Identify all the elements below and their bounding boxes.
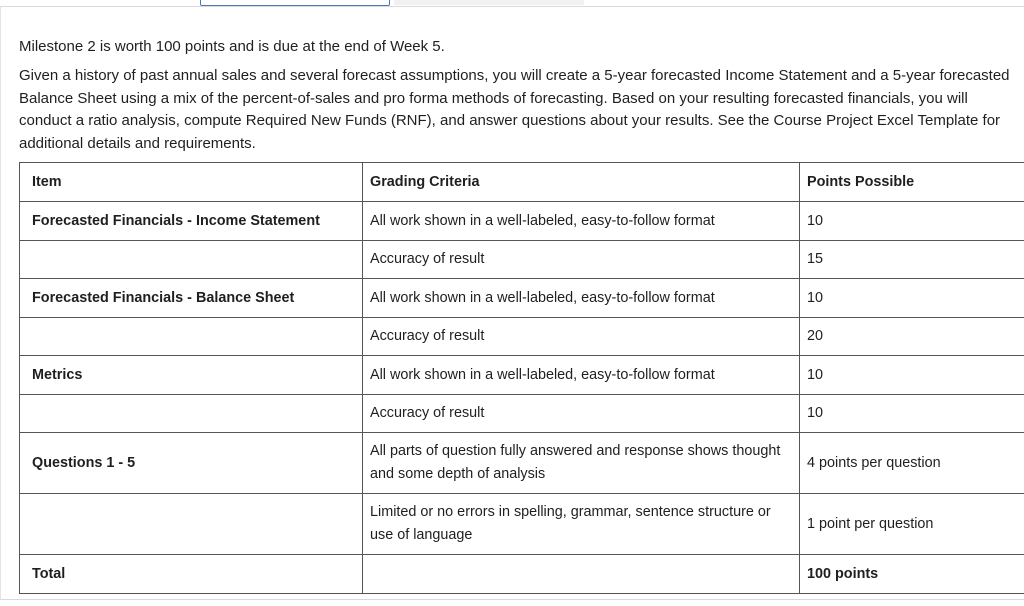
row-criteria: All work shown in a well-labeled, easy-to-follow format — [363, 202, 800, 241]
row-points: 10 — [800, 279, 1024, 318]
row-points: 10 — [800, 202, 1024, 241]
row-points: 10 — [800, 356, 1024, 395]
table-row — [20, 356, 1024, 395]
row-item-total: Total — [20, 555, 363, 594]
milestone-intro: Milestone 2 is worth 100 points and is due at the end of Week 5. — [19, 38, 445, 55]
row-criteria: Accuracy of result — [363, 240, 800, 279]
row-points: 10 — [800, 394, 1024, 433]
row-criteria: Accuracy of result — [363, 317, 800, 356]
row-points-total: 100 points — [800, 555, 1024, 594]
table-row — [20, 317, 1024, 356]
table-row — [20, 240, 1024, 279]
row-criteria: Limited or no errors in spelling, grammar, sentence structure or use of language — [363, 494, 800, 555]
row-criteria: All work shown in a well-labeled, easy-to-follow format — [363, 279, 800, 318]
row-criteria: All parts of question fully answered and response shows thought and some depth of analysis — [363, 433, 800, 494]
row-points: 15 — [800, 240, 1024, 279]
row-item — [20, 394, 363, 433]
table-row — [20, 394, 1024, 433]
header-points-possible: Points Possible — [800, 163, 1024, 202]
row-criteria: Accuracy of result — [363, 394, 800, 433]
table-row — [20, 433, 1024, 494]
row-criteria — [363, 555, 800, 594]
row-item: Forecasted Financials - Income Statement — [20, 202, 363, 241]
row-item: Questions 1 - 5 — [20, 433, 363, 494]
row-points: 1 point per question — [800, 494, 1024, 555]
header-grading-criteria: Grading Criteria — [363, 163, 800, 202]
content-panel — [0, 6, 1024, 600]
table-row-total — [20, 555, 1024, 594]
header-item: Item — [20, 163, 363, 202]
row-item — [20, 494, 363, 555]
row-points: 4 points per question — [800, 433, 1024, 494]
row-item: Metrics — [20, 356, 363, 395]
row-item: Forecasted Financials - Balance Sheet — [20, 279, 363, 318]
table-row — [20, 279, 1024, 318]
milestone-description: Given a history of past annual sales and several forecast assumptions, you will create a 5-year forecasted Income Statement and a 5-year forecasted Balance Sheet using a mix of the percent-of-sales and pro forma methods of forecasting. Based on your resulting forecasted financials, you will conduct a ratio analysis, compute Required New Funds (RNF), and answer questions about your results. See the Course Project Excel Template for additional details and requirements. — [19, 67, 1010, 152]
row-points: 20 — [800, 317, 1024, 356]
inactive-tab[interactable] — [394, 0, 584, 5]
table-row — [20, 494, 1024, 555]
table-row — [20, 202, 1024, 241]
row-criteria: All work shown in a well-labeled, easy-to-follow format — [363, 356, 800, 395]
row-item — [20, 317, 363, 356]
table-header-row — [20, 163, 1024, 202]
grading-rubric-table — [19, 162, 1024, 594]
row-item — [20, 240, 363, 279]
